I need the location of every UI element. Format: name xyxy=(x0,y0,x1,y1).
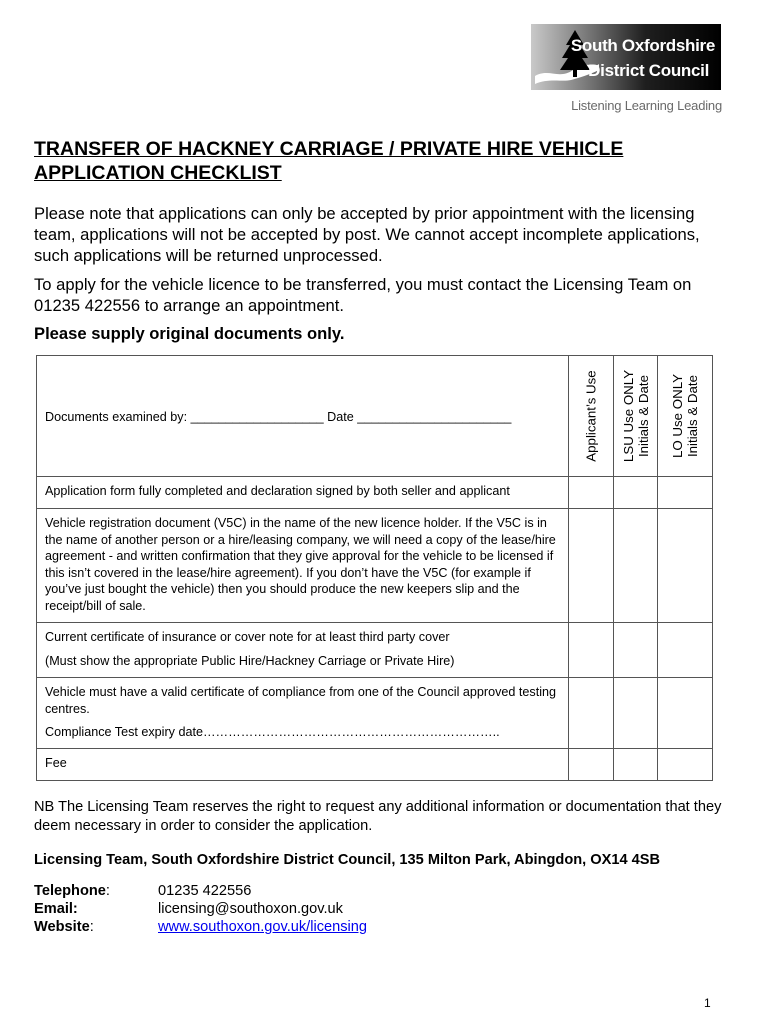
intro-appointment: To apply for the vehicle licence to be transferred, you must contact the Licensing Team on 01235 422556 to arrange an appointment. xyxy=(34,275,692,315)
lsu-line1: LSU Use ONLY xyxy=(620,369,636,463)
page-title xyxy=(34,137,734,185)
intro-originals: Please supply original documents only. xyxy=(34,324,345,343)
lsu-initials-cell[interactable] xyxy=(614,749,658,781)
telephone-label: Telephone xyxy=(34,883,106,899)
applicant-checkbox[interactable] xyxy=(569,749,614,781)
website-row xyxy=(34,918,367,936)
table-row xyxy=(37,678,713,749)
logo-line1: South Oxfordshire xyxy=(570,36,715,55)
title-line2: APPLICATION CHECKLIST xyxy=(34,162,282,184)
row-insurance xyxy=(37,623,569,678)
council-address: Licensing Team, South Oxfordshire District Council, 135 Milton Park, Abingdon, OX14 4SB xyxy=(34,852,661,868)
lsu-use-header xyxy=(614,356,658,477)
row-application-form: Application form fully completed and declaration signed by both seller and applicant xyxy=(37,477,569,509)
compliance-text: Vehicle must have a valid certificate of compliance from one of the Council approved testing centres. xyxy=(45,685,557,716)
lo-use-header xyxy=(658,356,713,477)
logo-tagline: Listening Learning Leading xyxy=(571,98,722,113)
logo-line2: District Council xyxy=(588,61,709,80)
lo-initials-cell[interactable] xyxy=(658,623,713,678)
applicant-checkbox[interactable] xyxy=(569,678,614,749)
table-row xyxy=(37,477,713,509)
page-number: 1 xyxy=(704,996,711,1010)
telephone-colon: : xyxy=(105,883,110,899)
website-link[interactable]: www.southoxon.gov.uk/licensing xyxy=(158,919,368,935)
website-label: Website xyxy=(34,919,90,935)
lsu-initials-cell[interactable] xyxy=(614,678,658,749)
website-colon: : xyxy=(89,919,94,935)
lsu-initials-cell[interactable] xyxy=(614,509,658,623)
telephone-row xyxy=(34,882,251,900)
lo-line2: Initials & Date xyxy=(685,374,701,458)
table-row xyxy=(37,749,713,781)
logo-banner xyxy=(531,24,721,90)
insurance-note: (Must show the appropriate Public Hire/Hackney Carriage or Private Hire) xyxy=(45,653,455,668)
lo-initials-cell[interactable] xyxy=(658,509,713,623)
email-label: Email: xyxy=(34,901,78,917)
lo-line1: LO Use ONLY xyxy=(670,374,686,458)
applicant-checkbox[interactable] xyxy=(569,477,614,509)
row-compliance xyxy=(37,678,569,749)
applicant-checkbox[interactable] xyxy=(569,623,614,678)
table-row xyxy=(37,509,713,623)
telephone-value: 01235 422556 xyxy=(158,883,252,899)
lsu-initials-cell[interactable] xyxy=(614,477,658,509)
nb-note: NB The Licensing Team reserves the right to request any additional information or documentation that they deem necessary in order to consider the application. xyxy=(34,799,722,834)
lo-initials-cell[interactable] xyxy=(658,749,713,781)
table-row xyxy=(37,623,713,678)
lsu-initials-cell[interactable] xyxy=(614,623,658,678)
title-line1: TRANSFER OF HACKNEY CARRIAGE / PRIVATE HIRE VEHICLE xyxy=(34,138,624,160)
lo-initials-cell[interactable] xyxy=(658,477,713,509)
documents-examined: Documents examined by: ___________________ Date ______________________ xyxy=(37,356,569,477)
email-row xyxy=(34,900,343,918)
applicant-checkbox[interactable] xyxy=(569,509,614,623)
insurance-text: Current certificate of insurance or cover note for at least third party cover xyxy=(45,630,450,644)
row-fee: Fee xyxy=(37,749,569,781)
header-row xyxy=(37,356,713,477)
compliance-expiry: Compliance Test expiry date…………………………………………………………….. xyxy=(45,725,500,739)
intro-note: Please note that applications can only be accepted by prior appointment with the licensing team, applications will not be accepted by post. We cannot accept incomplete applications, such applications will be returned unprocessed. xyxy=(34,204,700,265)
row-v5c: Vehicle registration document (V5C) in the name of the new licence holder. If the V5C is in the name of another person or a hire/leasing company, we will need a copy of the lease/hire agreement - and written confirmation that they give approval for the vehicle to be licensed if this isn’t covered in the lease/hire agreement). If you don’t have the V5C (for example if you’ve just bought the vehicle) then you should produce the new keepers slip and the receipt/bill of sale. xyxy=(37,509,569,623)
council-logo xyxy=(531,24,724,120)
lsu-line2: Initials & Date xyxy=(635,374,651,458)
applicant-use-header: Applicant’s Use xyxy=(569,356,614,477)
email-value: licensing@southoxon.gov.uk xyxy=(158,901,343,917)
checklist-table xyxy=(36,355,713,781)
lo-initials-cell[interactable] xyxy=(658,678,713,749)
